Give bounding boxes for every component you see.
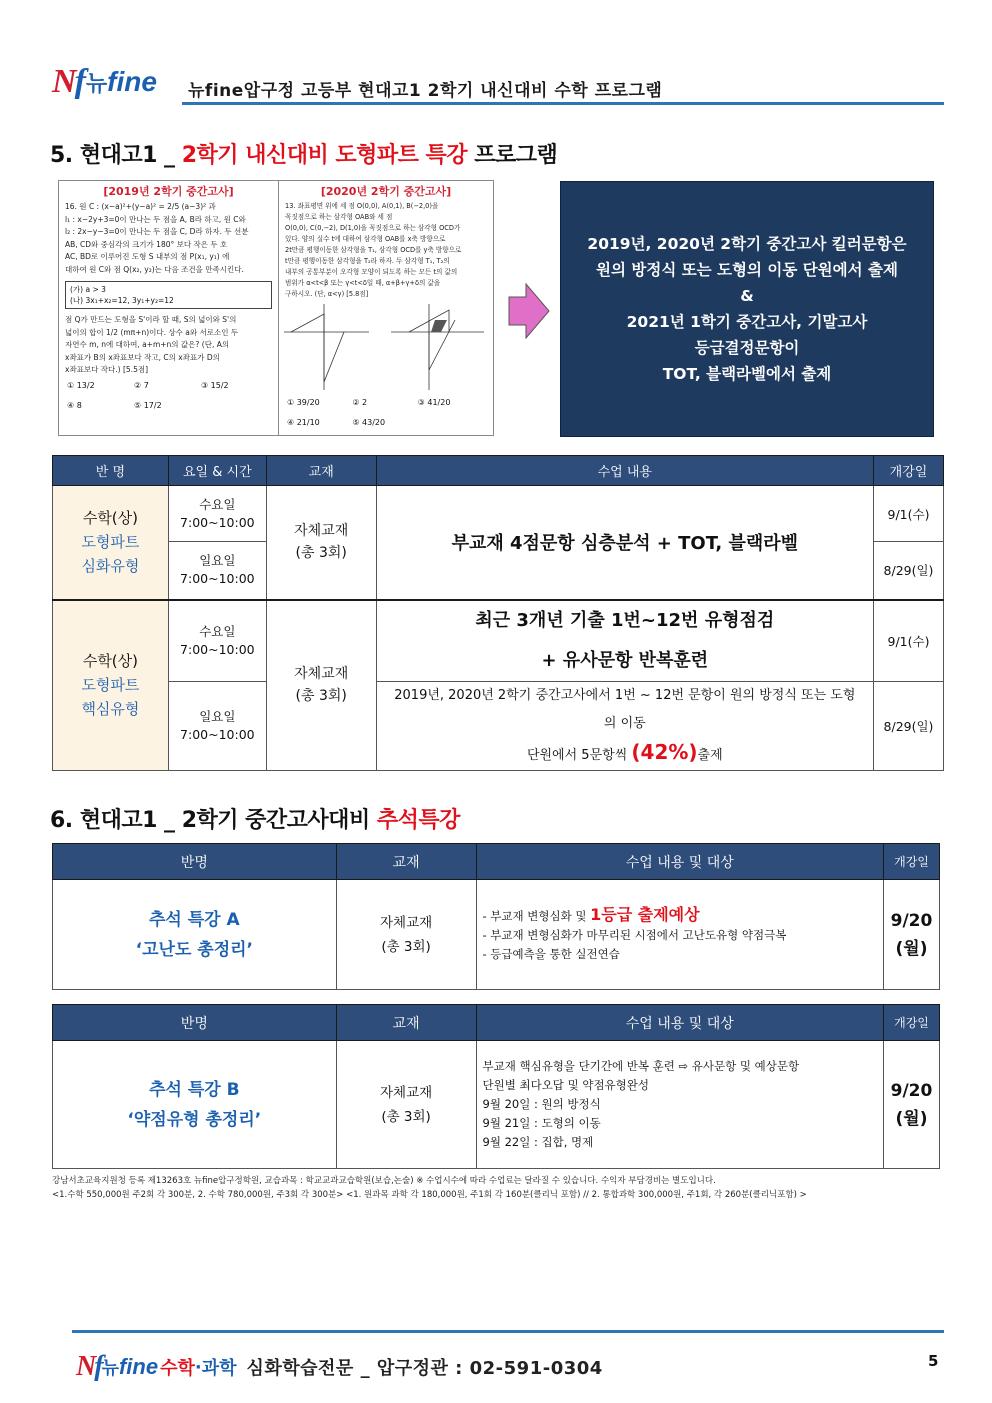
desc-line: 9월 20일 : 원의 방정식 [482,1097,601,1111]
info-line: TOT, 블랙라벨에서 출제 [662,365,832,383]
page-number: 5 [928,1352,939,1370]
lesson-content: 부교재 4점문항 심층분석 + TOT, 블랙라벨 [376,486,873,600]
session-count: (총 3회) [295,688,347,704]
col-header: 교재 [336,844,476,880]
choice: ③ 15/2 [200,380,229,390]
problem-line: 대하여 원 C와 점 Q(x₂, y₂)는 다음 조건을 만족시킨다. [65,264,244,274]
day: 수요일 [199,496,236,512]
desc-line: 9월 21일 : 도형의 이동 [482,1116,601,1130]
problem-line: l₂ : 2x−y−3=0이 만나는 두 점을 C, D라 하자. 두 선분 [65,227,249,236]
col-header: 개강일 [873,456,943,486]
problem-2020-choices [279,396,493,435]
choice: ④ 21/10 [287,418,320,427]
textbook-cell [336,1041,476,1169]
footer-logo-ko: 뉴 [101,1358,119,1379]
condition-line: (나) 3x₁+x₂=12, 3y₁+y₂=12 [70,296,174,305]
class-name: 수학(상) [82,652,139,670]
info-line: & [740,287,754,305]
class-name: 추석 특강 B [149,1079,240,1100]
col-header: 반 명 [53,456,169,486]
table-row [53,1041,940,1169]
choice: ① 13/2 [67,380,95,390]
start-date: 9/1(수) [873,600,943,682]
desc-text: - 부교재 변형심화 및 [482,909,591,923]
problem-line: 점 Q가 만드는 도형을 S'이라 할 때, S의 넓이와 S'의 [65,315,237,324]
problem-line: 내부의 공통부분이 오각형 모양이 되도록 하는 모든 t의 값의 [285,268,458,276]
choice: ② 7 [133,380,149,390]
start-date: 9/20 [890,1080,933,1101]
col-header: 요일 & 시간 [168,456,266,486]
problem-line: 16. 원 C : (x−a)²+(y−a)² = 2/5 (a−3)² 과 [65,202,216,211]
killer-question-info [560,181,934,437]
problem-line: O(0,0), C(0,−2), D(1,0)을 꼭짓점으로 하는 삼각형 OCD가 [285,224,461,232]
table-header-row [53,1005,940,1041]
col-header: 교재 [266,456,376,486]
problem-2019-caption: [2019년 2학기 중간고사] [103,185,234,198]
textbook: 자체교재 [379,1084,433,1101]
info-line: 원의 방정식 또는 도형의 이동 단원에서 출제 [596,261,898,279]
logo-fine: fine [107,66,157,97]
footer-divider [72,1330,944,1333]
problem-line: 구하시오. (단, α<γ) [5.8점] [285,290,369,298]
textbook-cell [266,486,376,600]
footer-subject-science: 과학 [201,1358,237,1379]
brand-logo [52,62,157,102]
lesson-description [476,880,884,990]
session-count: (총 3회) [295,545,347,562]
page-header [52,58,944,106]
footer-contact: 심화학습전문 _ 압구정관 : 02-591-0304 [246,1358,603,1379]
table-header-row [53,844,940,880]
problem-line: 자연수 m, n에 대하여, a+m+n의 값은? (단, A의 [65,340,230,349]
textbook: 자체교재 [294,666,349,682]
section6-title-pre: 6. 현대고1 _ 2학기 중간고사대비 [50,808,377,833]
registration-notice [52,1174,807,1202]
class-type: 핵심유형 [81,700,140,718]
triangle-figures [279,302,491,392]
note-line: 2019년, 2020년 2학기 중간고사에서 1번 ~ 12번 문항이 원의 방정식 또는 도형의 이동 [394,687,856,731]
header-divider [182,102,944,105]
condition-line: (가) a > 3 [70,285,106,294]
problem-2019-conditions [65,281,272,309]
problem-2019-text2 [59,312,278,379]
time: 7:00~10:00 [180,571,255,587]
textbook: 자체교재 [294,523,349,540]
start-weekday: (월) [895,938,928,959]
lesson-content-line: + 유사문항 반복훈련 [541,649,709,671]
chuseok-table-b [52,1004,940,1169]
choice: ① 39/20 [287,398,320,407]
section5-title-pre: 5. 현대고1 _ [50,143,182,168]
notice-line: <1.수학 550,000원 주2회 각 300분, 2. 수학 780,000원, 주3회 각 300분> <1. 원과목 과학 각 180,000원, 주1회 각 160분(클리닉 포함) // 2. 통합과학 300,000원, 주1회, 각 260분(클리닉포함) > [52,1190,807,1200]
schedule-table [52,455,944,771]
class-part: 도형파트 [81,676,140,694]
class-name-cell [53,486,169,600]
col-header: 수업 내용 및 대상 [476,1005,884,1041]
choice: ⑤ 43/20 [352,418,386,427]
day-time-cell [168,600,266,682]
info-line: 2019년, 2020년 2학기 중간고사 킬러문항은 [587,235,907,253]
choice: ② 2 [352,398,368,407]
desc-line [483,905,878,926]
problem-2019 [59,181,279,435]
problem-line: 꼭짓점으로 하는 삼각형 OAB와 세 점 [285,213,393,221]
note-percent: (42%) [631,739,698,764]
problem-line: 범위가 α<t<β 또는 γ<t<δ일 때, α+β+γ+δ의 값을 [285,279,441,287]
problem-2019-text [59,199,278,278]
footer-subject-math: 수학 [160,1358,195,1379]
logo-ko: 뉴 [85,71,108,97]
day: 일요일 [199,553,236,569]
col-header: 수업 내용 및 대상 [476,844,884,880]
desc-line: 단원별 최다오답 및 약점유형완성 [482,1078,649,1092]
section5-title [50,138,557,169]
start-date: 9/20 [890,910,933,931]
logo-mark: Nf [52,63,84,100]
class-subtitle: ‘고난도 총정리’ [135,939,254,960]
class-subtitle: ‘약점유형 총정리’ [127,1109,262,1130]
class-type: 심화유형 [81,557,140,576]
problem-line: AC, BD로 이루어진 도형 S 내부의 점 P(x₁, y₁) 에 [65,252,230,261]
class-name: 수학(상) [82,509,139,528]
info-line: 등급결정문항이 [694,339,800,357]
header-title: 뉴fine압구정 고등부 현대고1 2학기 내신대비 수학 프로그램 [188,81,663,101]
problem-2019-choices [59,379,278,423]
section5-title-post: 프로그램 [467,143,558,168]
problem-line: 2t만큼 평행이동한 삼각형을 T₁, 삼각형 OCD를 y축 방향으로 [285,246,462,254]
class-name-cell [53,1041,337,1169]
problem-line: 넓이의 합이 1/2 (mπ+n)이다. 상수 a와 서로소인 두 [65,327,239,337]
class-name-cell [53,880,337,990]
start-date-cell [884,1041,940,1169]
time: 7:00~10:00 [180,514,255,530]
start-date: 8/29(일) [873,542,943,600]
section6-title [50,803,460,834]
textbook-cell [266,600,376,771]
session-count: (총 3회) [381,938,431,955]
page-footer [76,1347,603,1387]
problem-line: l₁ : x−2y+3=0이 만나는 두 점을 A, B라 하고, 원 C와 [65,214,246,224]
day-time-cell [168,542,266,600]
desc-line: 부교재 핵심유형을 단기간에 반복 훈련 ⇨ 유사문항 및 예상문항 [482,1059,800,1073]
class-part: 도형파트 [81,533,140,552]
table-row [53,486,944,542]
day-time-cell [168,681,266,770]
lesson-content-line: 최근 3개년 기출 1번~12번 유형점검 [475,609,775,631]
info-line: 2021년 1학기 중간고사, 기말고사 [626,313,868,331]
problem-line: 있다. 양의 실수 t에 대하여 삼각형 OAB를 x축 방향으로 [285,235,446,243]
table-row [53,880,940,990]
footer-dot: · [194,1356,202,1378]
choice: ④ 8 [67,400,82,410]
start-date: 8/29(일) [873,681,943,770]
day-time-cell [168,486,266,542]
note-line [391,738,859,770]
class-name-cell [53,600,169,771]
desc-line: - 부교재 변형심화가 마무리된 시점에서 고난도유형 약점극복 [482,928,787,942]
problem-line: x좌표가 B의 x좌표보다 작고, C의 x좌표가 D의 [65,352,220,362]
col-header: 수업 내용 [376,456,873,486]
exam-problems-image [58,180,494,436]
problem-2020-caption: [2020년 2학기 중간고사] [320,185,452,198]
note-text: 출제 [697,747,723,763]
note-text: 단원에서 5문항씩 [526,747,632,763]
start-date: 9/1(수) [873,486,943,542]
section6-title-highlight: 추석특강 [376,808,460,833]
choice: ⑤ 17/2 [133,400,162,410]
lesson-content [376,600,873,682]
problem-line: x좌표보다 작다.) [5.5점] [65,365,149,374]
arrow-right-icon [508,283,550,339]
footer-logo-fine: fine [118,1354,159,1379]
textbook: 자체교재 [379,914,433,931]
col-header: 반명 [53,844,337,880]
desc-line: 9월 22일 : 집합, 명제 [482,1135,594,1149]
chuseok-table-a [52,843,940,990]
problem-2020-text [279,199,493,302]
lesson-description [476,1041,884,1169]
class-name: 추석 특강 A [148,909,240,930]
choice: ③ 41/20 [417,398,451,407]
day: 일요일 [199,708,236,724]
textbook-cell [336,880,476,990]
footer-logo-mark: Nf [76,1351,102,1382]
table-row [53,681,944,770]
lesson-note [376,681,873,770]
problem-2020 [279,181,493,435]
day: 수요일 [199,623,236,639]
problem-line: 13. 좌표평면 위에 세 점 O(0,0), A(0,1), B(−2,0)을 [285,202,439,210]
col-header: 반명 [53,1005,337,1041]
time: 7:00~10:00 [180,726,255,742]
session-count: (총 3회) [381,1108,431,1125]
col-header: 교재 [336,1005,476,1041]
problem-line: t만큼 평행이동한 삼각형을 T₂라 하자. 두 삼각형 T₁, T₂의 [285,257,450,265]
notice-line: 강남서초교육지원청 등록 제13263호 뉴fine압구정학원, 교습과목 : 학교교과교습학원(보습,논술) ※ 수업시수에 따라 수업료는 달라질 수 있습니다. 수익자 부담경비는 별도입니다. [52,1176,716,1186]
time: 7:00~10:00 [180,641,255,657]
desc-highlight: 1등급 출제예상 [590,905,700,924]
start-weekday: (월) [895,1108,928,1129]
table-header-row [53,456,944,486]
col-header: 개강일 [884,844,940,880]
col-header: 개강일 [884,1005,940,1041]
start-date-cell [884,880,940,990]
table-row [53,600,944,682]
section5-title-highlight: 2학기 내신대비 도형파트 특강 [181,143,468,168]
problem-line: AB, CD와 중심각의 크기가 180° 보다 작은 두 호 [65,239,228,249]
desc-line: - 등급예측을 통한 실전연습 [482,947,620,961]
